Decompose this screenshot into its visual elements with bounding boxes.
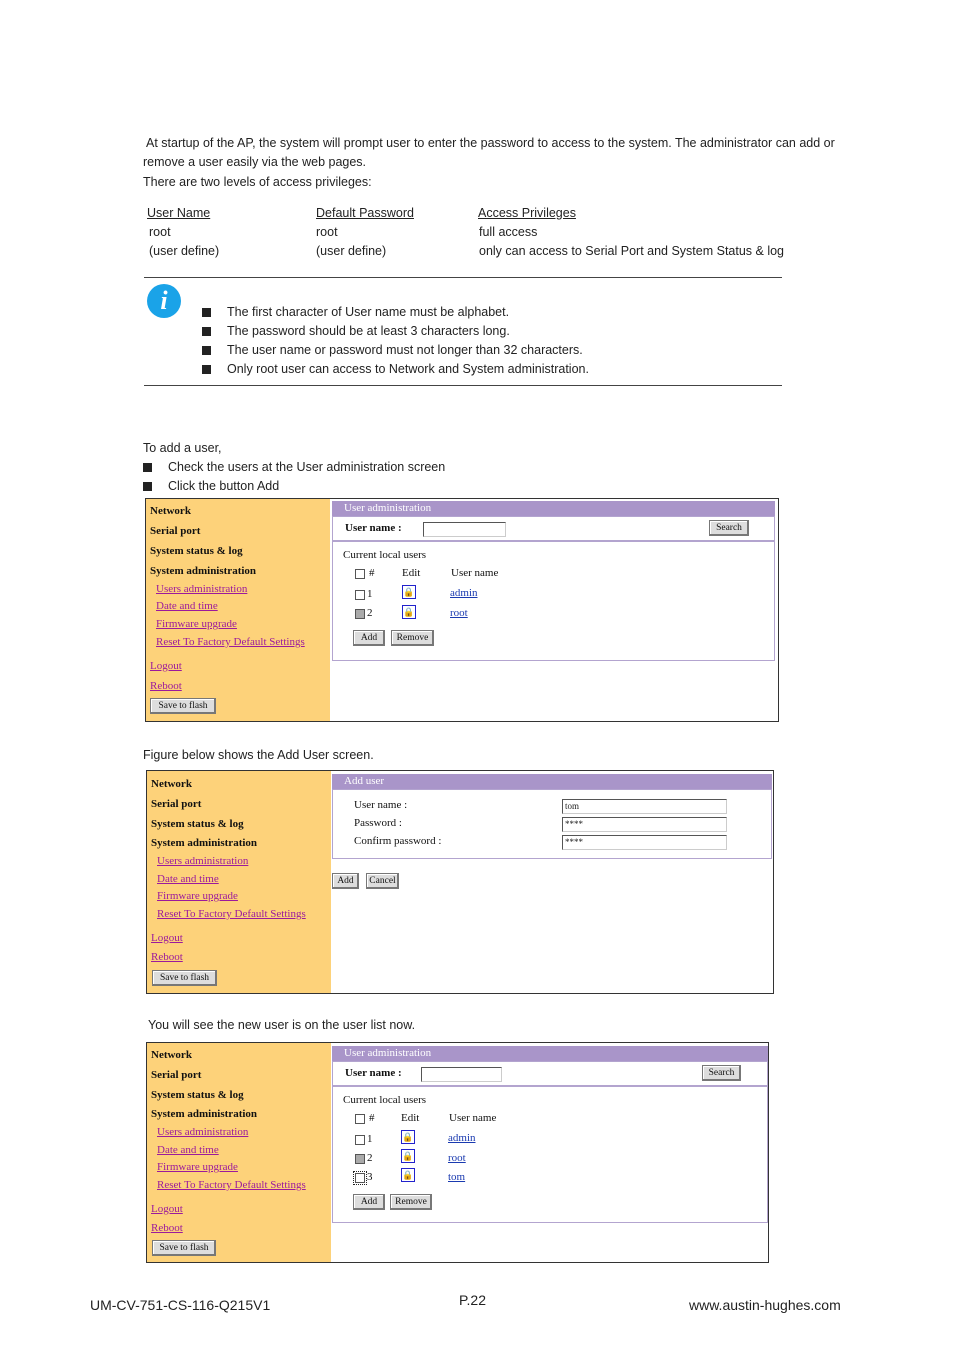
nav-firmware[interactable]: Firmware upgrade <box>157 1161 238 1173</box>
note-item: The password should be at least 3 characters long. <box>202 322 589 341</box>
bullet-icon <box>202 346 211 355</box>
user-link-root[interactable]: root <box>448 1152 466 1164</box>
nav-reset[interactable]: Reset To Factory Default Settings <box>157 908 306 920</box>
user-checkbox-disabled <box>355 1154 365 1164</box>
col-edit: Edit <box>401 1112 420 1124</box>
user-admin-screenshot <box>145 498 779 722</box>
current-users-label: Current local users <box>343 1094 427 1106</box>
nav-reboot[interactable]: Reboot <box>151 951 183 963</box>
nav-network[interactable]: Network <box>150 505 191 517</box>
nav-reboot[interactable]: Reboot <box>150 680 182 692</box>
nav-system-status[interactable]: System status & log <box>151 1089 244 1101</box>
footer-doc-id: UM-CV-751-CS-116-Q215V1 <box>90 1297 271 1313</box>
nav-serial-port[interactable]: Serial port <box>150 525 201 537</box>
remove-button[interactable]: Remove <box>391 630 434 646</box>
nav-system-status[interactable]: System status & log <box>150 545 243 557</box>
col-num: # <box>369 567 375 579</box>
note-list <box>202 303 589 379</box>
table-header: User Name <box>147 206 211 220</box>
info-icon: i <box>147 284 181 318</box>
nav-reset[interactable]: Reset To Factory Default Settings <box>157 1179 306 1191</box>
edit-icon[interactable]: 🔒 <box>402 1170 414 1180</box>
user-num: 2 <box>367 1152 373 1164</box>
user-admin-after-screenshot <box>146 1042 769 1263</box>
user-checkbox[interactable] <box>355 1173 365 1183</box>
note-item: Only root user can access to Network and System administration. <box>202 360 589 379</box>
current-users-label: Current local users <box>343 549 427 561</box>
sidebar <box>147 1043 331 1262</box>
panel-title: User administration <box>332 1046 768 1061</box>
table-cell: (user define) <box>316 244 387 258</box>
user-checkbox-disabled <box>355 609 365 619</box>
user-name-input[interactable] <box>423 522 506 537</box>
panel-title: Add user <box>332 774 772 789</box>
edit-icon[interactable]: 🔒 <box>403 607 415 617</box>
search-button[interactable]: Search <box>709 520 749 536</box>
nav-users-admin[interactable]: Users administration <box>157 1126 249 1138</box>
save-flash-button[interactable]: Save to flash <box>152 970 217 986</box>
user-num: 1 <box>367 1133 373 1145</box>
user-checkbox[interactable] <box>355 590 365 600</box>
nav-reboot[interactable]: Reboot <box>151 1222 183 1234</box>
bullet-icon <box>202 308 211 317</box>
user-num: 3 <box>367 1171 373 1183</box>
nav-reset[interactable]: Reset To Factory Default Settings <box>156 636 305 648</box>
table-header: Access Privileges <box>478 206 576 220</box>
nav-logout[interactable]: Logout <box>150 660 182 672</box>
edit-icon[interactable]: 🔒 <box>402 1151 414 1161</box>
note-item: The user name or password must not longer than 32 characters. <box>202 341 589 360</box>
nav-system-admin[interactable]: System administration <box>151 1108 258 1120</box>
add-button[interactable]: Add <box>332 873 359 889</box>
step-item: Click the button Add <box>143 477 445 496</box>
user-link-admin[interactable]: admin <box>448 1132 476 1144</box>
after-caption: You will see the new user is on the user list now. <box>148 1018 416 1032</box>
nav-users-admin[interactable]: Users administration <box>157 855 249 867</box>
note-top-rule <box>144 277 782 278</box>
nav-logout[interactable]: Logout <box>151 932 183 944</box>
bullet-icon <box>143 463 152 472</box>
user-name-input[interactable]: tom <box>562 799 727 814</box>
add-user-intro: To add a user, <box>143 441 222 455</box>
user-name-label: User name : <box>354 799 408 811</box>
note-bottom-rule <box>144 385 782 386</box>
col-edit: Edit <box>402 567 421 579</box>
table-cell: root <box>316 225 338 239</box>
password-input[interactable]: **** <box>562 817 727 832</box>
nav-network[interactable]: Network <box>151 778 192 790</box>
save-flash-button[interactable]: Save to flash <box>152 1240 216 1256</box>
select-all-checkbox[interactable] <box>355 1114 365 1124</box>
user-link-tom[interactable]: tom <box>448 1171 466 1183</box>
intro-line-3: There are two levels of access privileges: <box>143 175 372 189</box>
nav-system-admin[interactable]: System administration <box>151 837 258 849</box>
user-name-input[interactable] <box>421 1067 502 1082</box>
bullet-icon <box>143 482 152 491</box>
figure-caption: Figure below shows the Add User screen. <box>143 748 374 762</box>
search-button[interactable]: Search <box>702 1065 741 1081</box>
user-link-root[interactable]: root <box>450 607 468 619</box>
table-header: Default Password <box>316 206 414 220</box>
footer-website: www.austin-hughes.com <box>689 1297 841 1313</box>
user-checkbox[interactable] <box>355 1135 365 1145</box>
nav-serial-port[interactable]: Serial port <box>151 1069 202 1081</box>
nav-date-time[interactable]: Date and time <box>157 873 219 885</box>
panel-title: User administration <box>332 501 775 516</box>
bullet-icon <box>202 365 211 374</box>
edit-icon[interactable]: 🔒 <box>403 587 415 597</box>
cancel-button[interactable]: Cancel <box>366 873 399 889</box>
bullet-icon <box>202 327 211 336</box>
intro-line-2: remove a user easily via the web pages. <box>143 155 367 169</box>
user-num: 1 <box>367 588 373 600</box>
user-name-label: User name : <box>345 1067 402 1079</box>
nav-network[interactable]: Network <box>151 1049 192 1061</box>
col-user-name: User name <box>451 567 499 579</box>
nav-serial-port[interactable]: Serial port <box>151 798 202 810</box>
col-num: # <box>369 1112 375 1124</box>
nav-system-status[interactable]: System status & log <box>151 818 244 830</box>
nav-firmware[interactable]: Firmware upgrade <box>157 890 238 902</box>
user-num: 2 <box>367 607 373 619</box>
add-button[interactable]: Add <box>353 630 385 646</box>
footer-page-number: P.22 <box>459 1292 486 1308</box>
table-cell: root <box>149 225 171 239</box>
col-user-name: User name <box>449 1112 497 1124</box>
table-cell: only can access to Serial Port and System Status & log <box>479 244 785 258</box>
remove-button[interactable]: Remove <box>390 1194 432 1210</box>
sidebar <box>147 771 331 993</box>
confirm-password-label: Confirm password : <box>354 835 442 847</box>
confirm-password-input[interactable]: **** <box>562 835 727 850</box>
sidebar <box>146 499 330 721</box>
edit-icon[interactable]: 🔒 <box>402 1132 414 1142</box>
intro-line-1: At startup of the AP, the system will prompt user to enter the password to access to the system. The administrator can add or <box>146 136 835 150</box>
password-label: Password : <box>354 817 402 829</box>
select-all-checkbox[interactable] <box>355 569 365 579</box>
nav-date-time[interactable]: Date and time <box>156 600 218 612</box>
user-name-label: User name : <box>345 522 402 534</box>
note-item: The first character of User name must be alphabet. <box>202 303 589 322</box>
nav-firmware[interactable]: Firmware upgrade <box>156 618 237 630</box>
steps-list <box>143 458 445 496</box>
table-cell: (user define) <box>149 244 220 258</box>
step-item: Check the users at the User administration screen <box>143 458 445 477</box>
nav-system-admin[interactable]: System administration <box>150 565 257 577</box>
add-button[interactable]: Add <box>353 1194 385 1210</box>
nav-date-time[interactable]: Date and time <box>157 1144 219 1156</box>
add-user-screenshot <box>146 770 774 994</box>
nav-users-admin[interactable]: Users administration <box>156 583 248 595</box>
user-link-admin[interactable]: admin <box>450 587 478 599</box>
nav-logout[interactable]: Logout <box>151 1203 183 1215</box>
table-cell: full access <box>479 225 538 239</box>
save-flash-button[interactable]: Save to flash <box>150 698 216 714</box>
